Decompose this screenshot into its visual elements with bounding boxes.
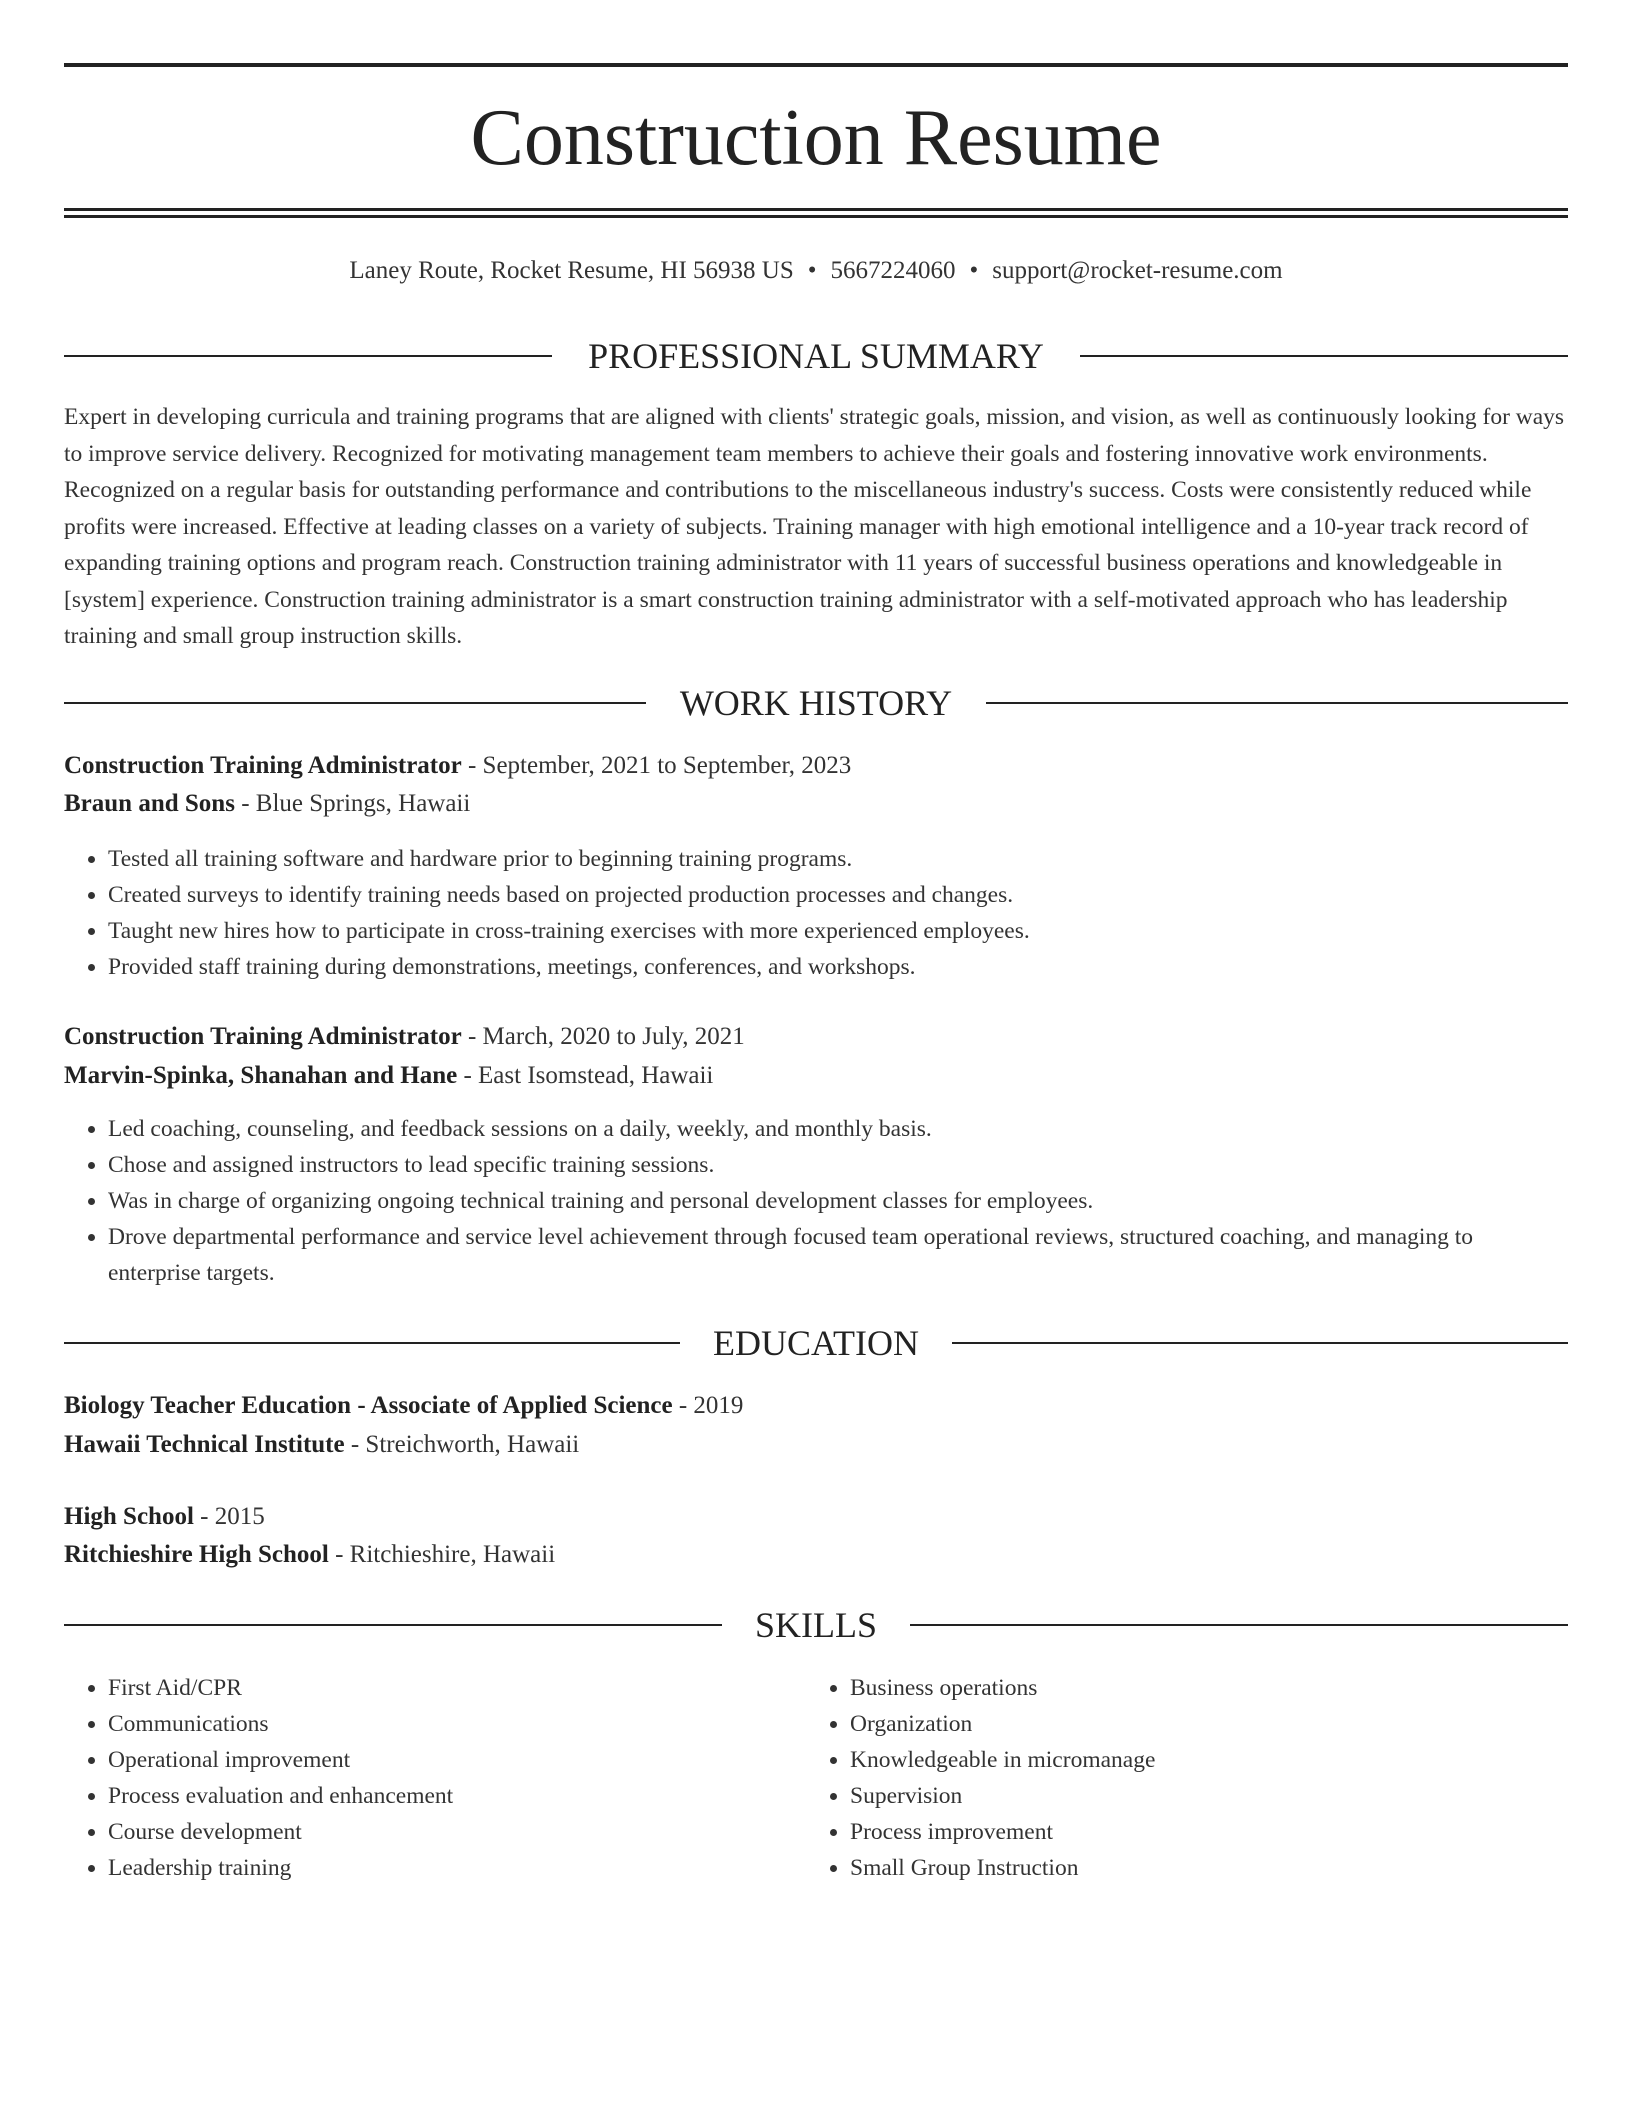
contact-line [64,254,1568,288]
job-title-line [64,1019,1568,1055]
list-item: • Created surveys to identify training needs based on projected production processes and changes. [108,877,1568,913]
education-school: Ritchieshire High School [64,1541,329,1568]
education-degree: High School [64,1503,194,1530]
list-item: • Provided staff training during demonstrations, meetings, conferences, and workshops. [108,949,1568,985]
skill-item: • Organization [850,1706,1546,1742]
contact-separator: • [807,257,817,284]
contact-address: Laney Route, Rocket Resume, HI 56938 US [349,257,794,284]
skill-item: • Knowledgeable in micromanage [850,1742,1546,1778]
section-heading-work-history [64,680,1568,726]
job-bullets [64,1111,1568,1291]
job-company-line [64,786,1568,822]
skill-item: • Process improvement [850,1814,1546,1850]
job-company: Braun and Sons [64,790,235,817]
job-location: - East Isomstead, Hawaii [457,1062,714,1089]
section-title: SKILLS [754,1605,877,1645]
contact-separator: • [969,257,979,284]
contact-email: support@rocket-resume.com [992,257,1283,284]
job-company-line [64,1058,1568,1094]
education-year: - 2015 [193,1503,265,1530]
list-item: • Tested all training software and hardware prior to beginning training programs. [108,841,1568,877]
header-double-rule-lower [64,215,1568,218]
job-company: Marvin-Spinka, Shanahan and Hane [64,1062,458,1089]
section-title: PROFESSIONAL SUMMARY [588,336,1044,376]
skill-item: • Small Group Instruction [850,1850,1546,1886]
education-school: Hawaii Technical Institute [64,1431,345,1458]
heading-rule-right [952,1342,1568,1344]
section-title: WORK HISTORY [679,683,953,723]
heading-rule-right [910,1624,1568,1626]
skills-list-right [806,1670,1546,1886]
summary-paragraph: Expert in developing curricula and training programs that are aligned with clients' strategic goals, mission, and vision, as well as continuously looking for ways to improve service delivery. Recognized for motivating management team members to achieve their goals and fostering innovative work environments. Recognized on a regular basis for outstanding performance and contributions to the miscellaneous industry's success. Costs were consistently reduced while profits were increased. Effective at leading classes on a variety of subjects. Training manager with high emotional intelligence and a 10-year track record of expanding training options and program reach. Construction training administrator with 11 years of successful business operations and knowledgeable in [system] experience. Construction training administrator is a smart construction training administrator with a self-motivated approach who has leadership training and small group instruction skills. [64,404,1565,649]
list-item: • Chose and assigned instructors to lead specific training sessions. [108,1147,1568,1183]
section-title: EDUCATION [713,1323,919,1363]
education-degree: Biology Teacher Education - Associate of Applied Science [64,1392,673,1419]
list-item: • Drove departmental performance and service level achievement through focused team operational reviews, structured coaching, and managing to enterprise targets. [108,1219,1568,1291]
heading-rule-right [1080,355,1568,357]
skill-item: • Process evaluation and enhancement [108,1778,804,1814]
list-item: • Led coaching, counseling, and feedback sessions on a daily, weekly, and monthly basis. [108,1111,1568,1147]
list-item: • Taught new hires how to participate in cross-training exercises with more experienced employees. [108,913,1568,949]
job-dates: - September, 2021 to September, 2023 [461,752,852,779]
job-title: Construction Training Administrator [64,1023,462,1050]
job-title-line [64,748,1568,784]
skill-item: • Communications [108,1706,804,1742]
job-title: Construction Training Administrator [64,752,462,779]
job-dates: - March, 2020 to July, 2021 [461,1023,745,1050]
education-school-line [64,1537,1568,1573]
education-location: - Streichworth, Hawaii [344,1431,580,1458]
section-heading-education [64,1320,1568,1366]
education-degree-line [64,1499,1568,1535]
header-top-rule [64,63,1568,67]
education-school-line [64,1427,1568,1463]
job-bullets [64,841,1568,985]
skills-list-left [64,1670,804,1886]
education-year: - 2019 [672,1392,744,1419]
skill-item: • Supervision [850,1778,1546,1814]
list-item: • Was in charge of organizing ongoing technical training and personal development classes for employees. [108,1183,1568,1219]
page-title: Construction Resume [470,94,1162,182]
heading-rule-right [986,702,1568,704]
section-heading-skills [64,1602,1568,1648]
education-degree-line [64,1388,1568,1424]
header-double-rule-upper [64,208,1568,211]
section-heading-summary [64,333,1568,379]
skill-item: • Leadership training [108,1850,804,1886]
job-location: - Blue Springs, Hawaii [234,790,471,817]
education-location: - Ritchieshire, Hawaii [328,1541,556,1568]
contact-phone: 5667224060 [830,257,956,284]
skill-item: • First Aid/CPR [108,1670,804,1706]
skill-item: • Business operations [850,1670,1546,1706]
skill-item: • Operational improvement [108,1742,804,1778]
skill-item: • Course development [108,1814,804,1850]
